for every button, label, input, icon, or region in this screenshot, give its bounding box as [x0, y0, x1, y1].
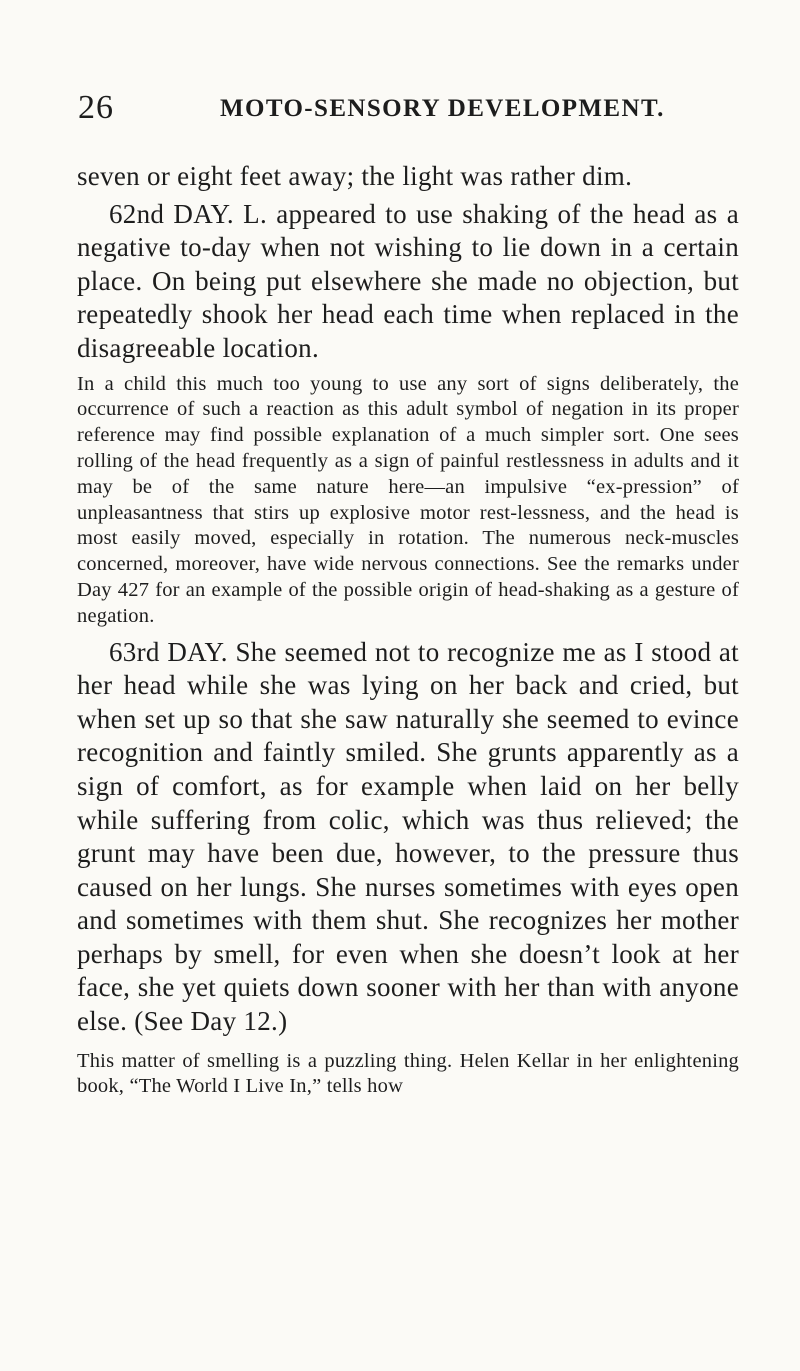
page-number: 26 — [78, 89, 114, 126]
page-header — [78, 88, 738, 128]
paragraph-smelling-note: This matter of smelling is a puzzling thing. Helen Kellar in her enlightening book, “The World I Live In,” tells how — [77, 1049, 739, 1098]
paragraph-day-62: 62nd DAY. L. appeared to use shaking of the head as a negative to-day when not wishing to lie down in a certain place. On being put elsewhere she made no objection, but repeatedly shook her head each time when replaced in the disagreeable location. — [77, 198, 739, 363]
paragraph-commentary: In a child this much too young to use any sort of signs deliberately, the occurrence of such a reaction as this adult symbol of negation in its proper reference may find possible explanation of a much simpler sort. One sees rolling of the head frequently as a sign of painful restlessness in adults and it may be of the same nature here—an impulsive “ex-pression” of unpleasantness that stirs up explosive motor rest-lessness, and the head is most easily moved, especially in rotation. The numerous neck-muscles concerned, moreover, have wide nervous connections. See the remarks under Day 427 for an example of the possible origin of head-shaking as a gesture of negation. — [77, 372, 739, 627]
page-body — [77, 160, 739, 1106]
paragraph-day-63: 63rd DAY. She seemed not to recognize me as I stood at her head while she was lying on her back and cried, but when set up so that she saw naturally she seemed to evince recognition and faintly smiled. She grunts apparently as a sign of comfort, as for example when laid on her belly while suffering from colic, which was thus relieved; the grunt may have been due, however, to the pressure thus caused on her lungs. She nurses sometimes with eyes open and sometimes with them shut. She recognizes her mother perhaps by smell, for even when she doesn’t look at her face, she yet quiets down sooner with her than with anyone else. (See Day 12.) — [77, 636, 739, 1037]
paragraph-continuation: seven or eight feet away; the light was rather dim. — [77, 161, 633, 191]
running-title: MOTO-SENSORY DEVELOPMENT. — [220, 95, 665, 122]
